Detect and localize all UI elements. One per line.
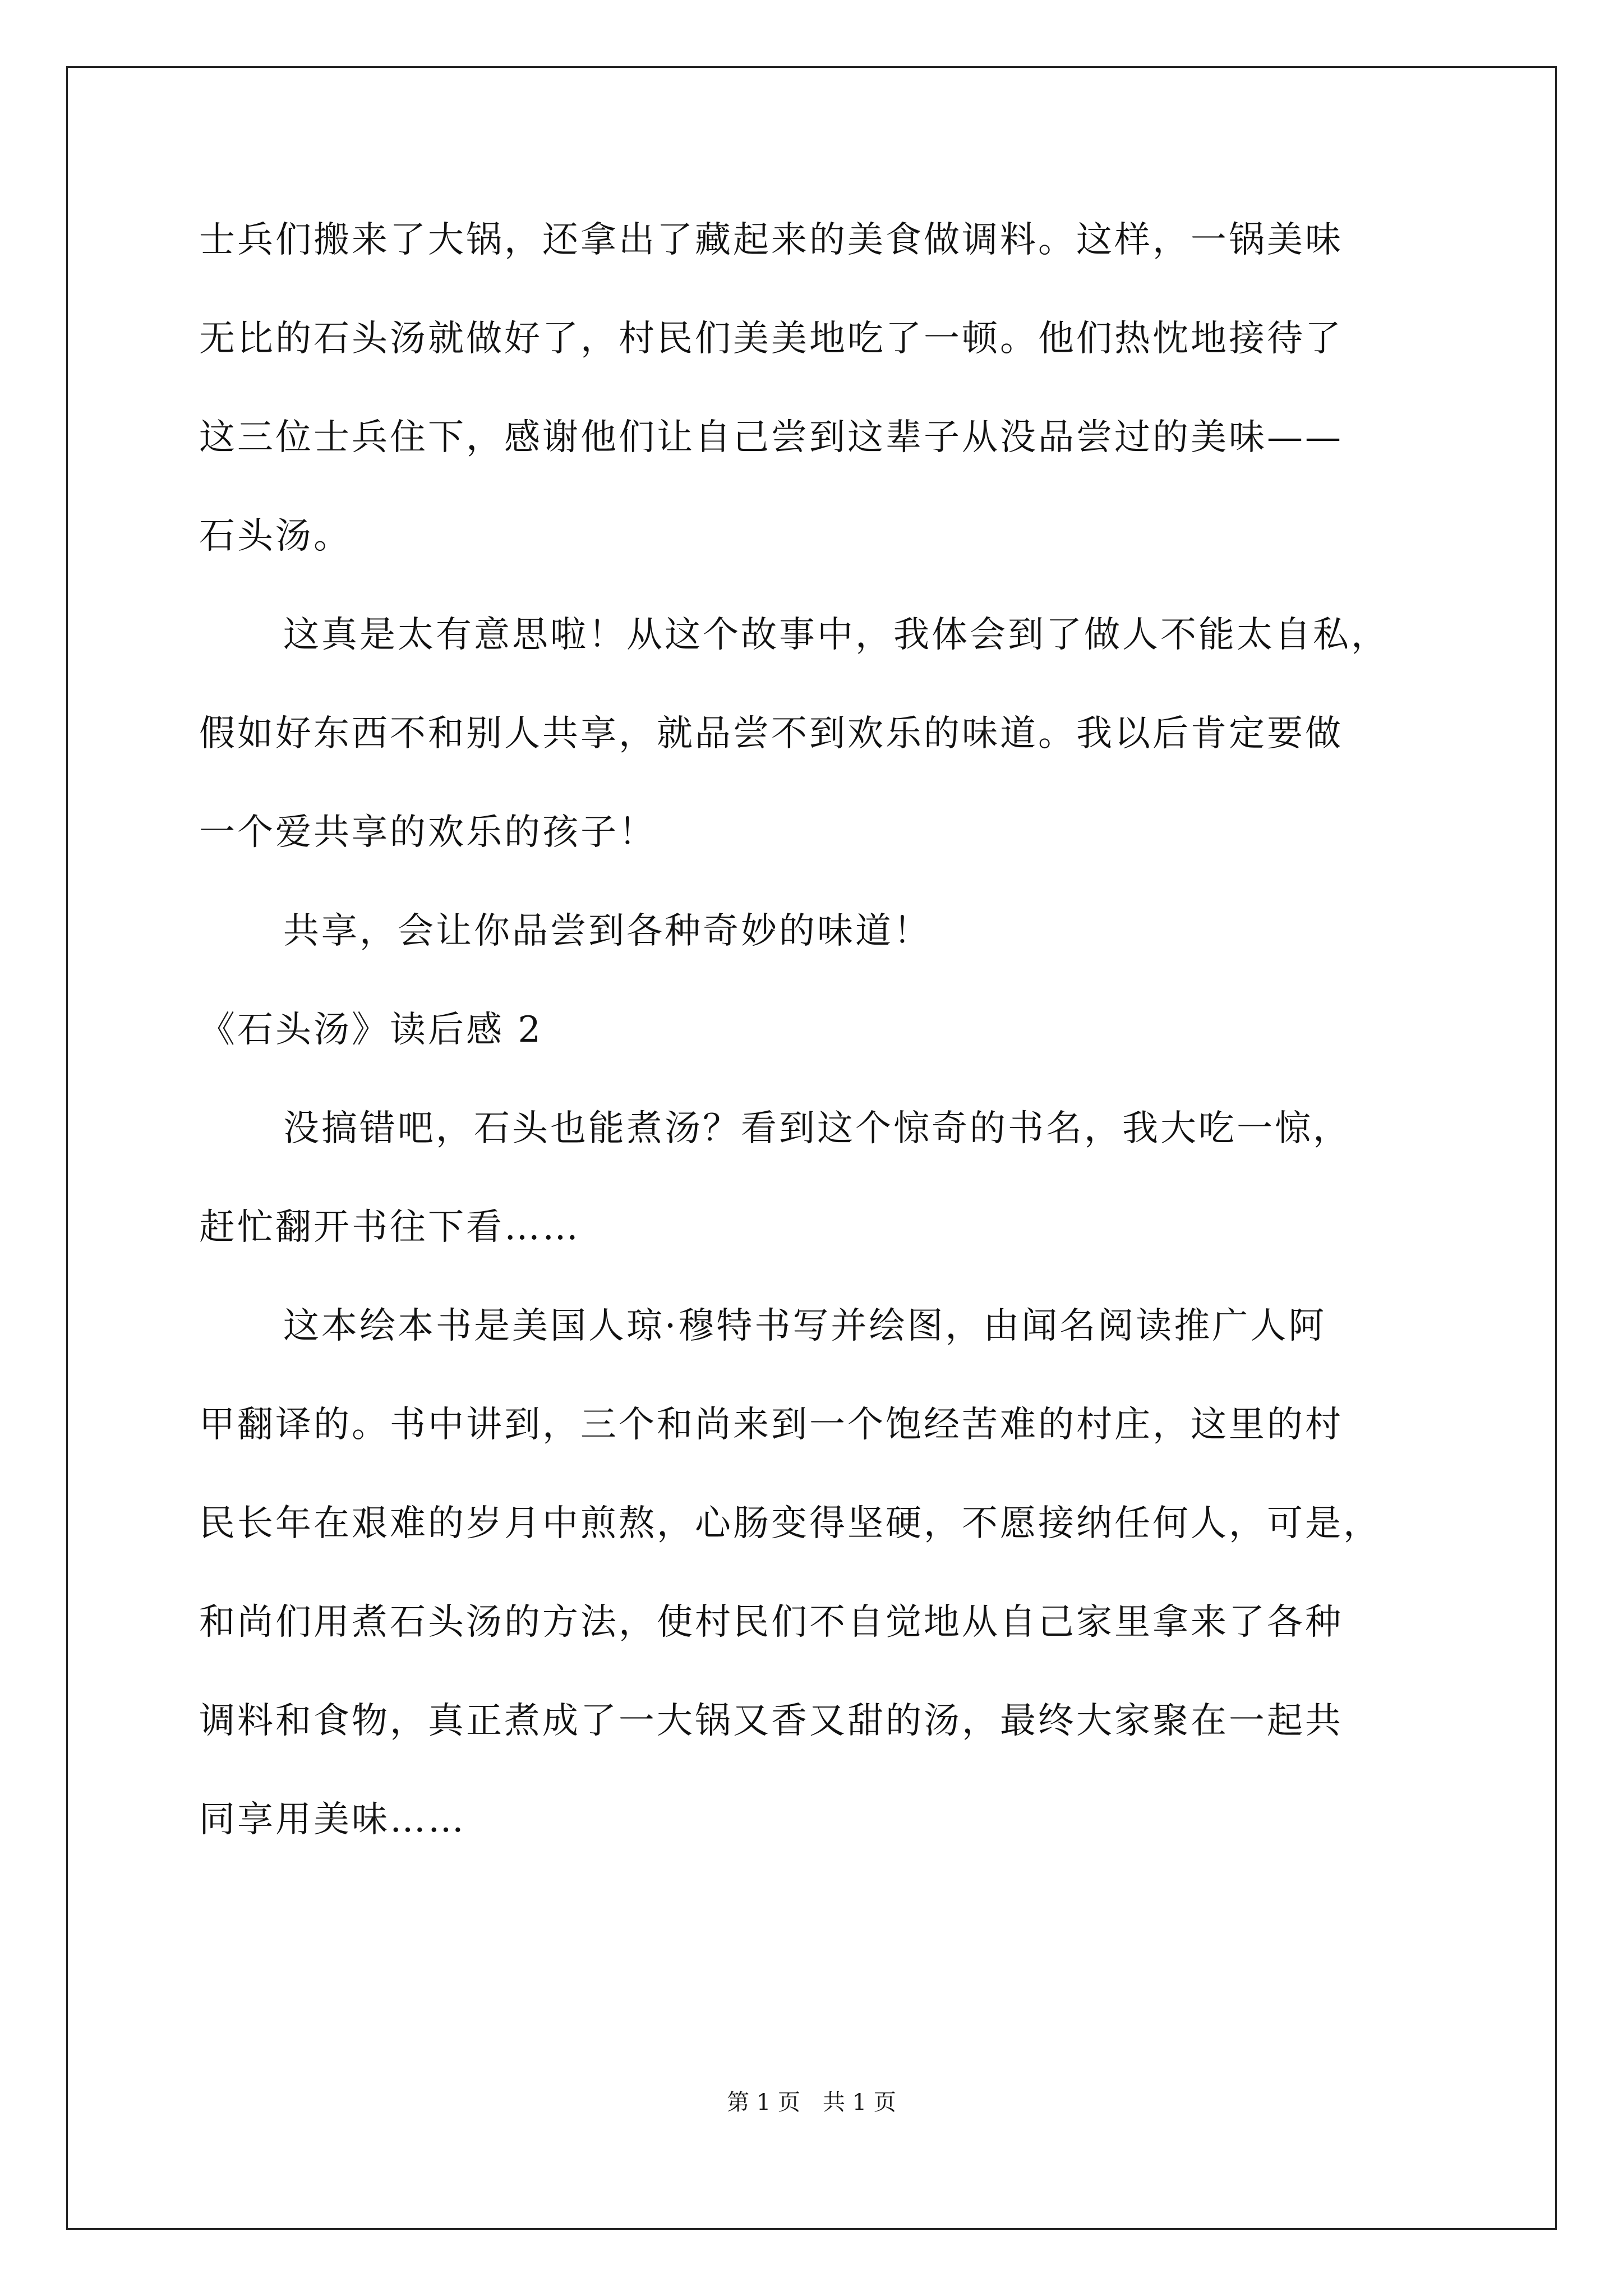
document-body [199,213,1461,1892]
paragraph-line: 赶忙翻开书往下看…… [199,1207,580,1248]
paragraph-line: 和尚们用煮石头汤的方法，使村民们不自觉地从自己家里拿来了各种 [199,1602,1343,1643]
page-footer: 第 1 页 共 1 页 [727,2090,896,2115]
paragraph-line: 同享用美味…… [199,1799,466,1841]
paragraph-line: 一个爱共享的欢乐的孩子！ [199,812,657,853]
paragraph-line: 这三位士兵住下，感谢他们让自己尝到这辈子从没品尝过的美味—— [199,417,1343,458]
paragraph-line: 石头汤。 [199,516,352,557]
paragraph-line: 这本绘本书是美国人琼·穆特书写并绘图，由闻名阅读推广人阿 [283,1305,1327,1347]
paragraph-line: 民长年在艰难的岁月中煎熬，心肠变得坚硬，不愿接纳任何人，可是， [199,1503,1381,1544]
paragraph-line: 这真是太有意思啦！从这个故事中，我体会到了做人不能太自私， [283,614,1389,656]
paragraph-line: 调料和食物，真正煮成了一大锅又香又甜的汤，最终大家聚在一起共 [199,1700,1343,1742]
paragraph-line: 没搞错吧，石头也能煮汤？看到这个惊奇的书名，我大吃一惊， [283,1108,1351,1149]
paragraph-line: 士兵们搬来了大锅，还拿出了藏起来的美食做调料。这样，一锅美味 [199,219,1343,261]
paragraph-line: 无比的石头汤就做好了，村民们美美地吃了一顿。他们热忱地接待了 [199,318,1343,360]
paragraph-line: 甲翻译的。书中讲到，三个和尚来到一个饱经苦难的村庄，这里的村 [199,1404,1343,1446]
paragraph-line: 共享，会让你品尝到各种奇妙的味道！ [283,910,932,952]
section-heading: 《石头汤》读后感 2 [199,1009,543,1051]
paragraph-line: 假如好东西不和别人共享，就品尝不到欢乐的味道。我以后肯定要做 [199,713,1343,754]
